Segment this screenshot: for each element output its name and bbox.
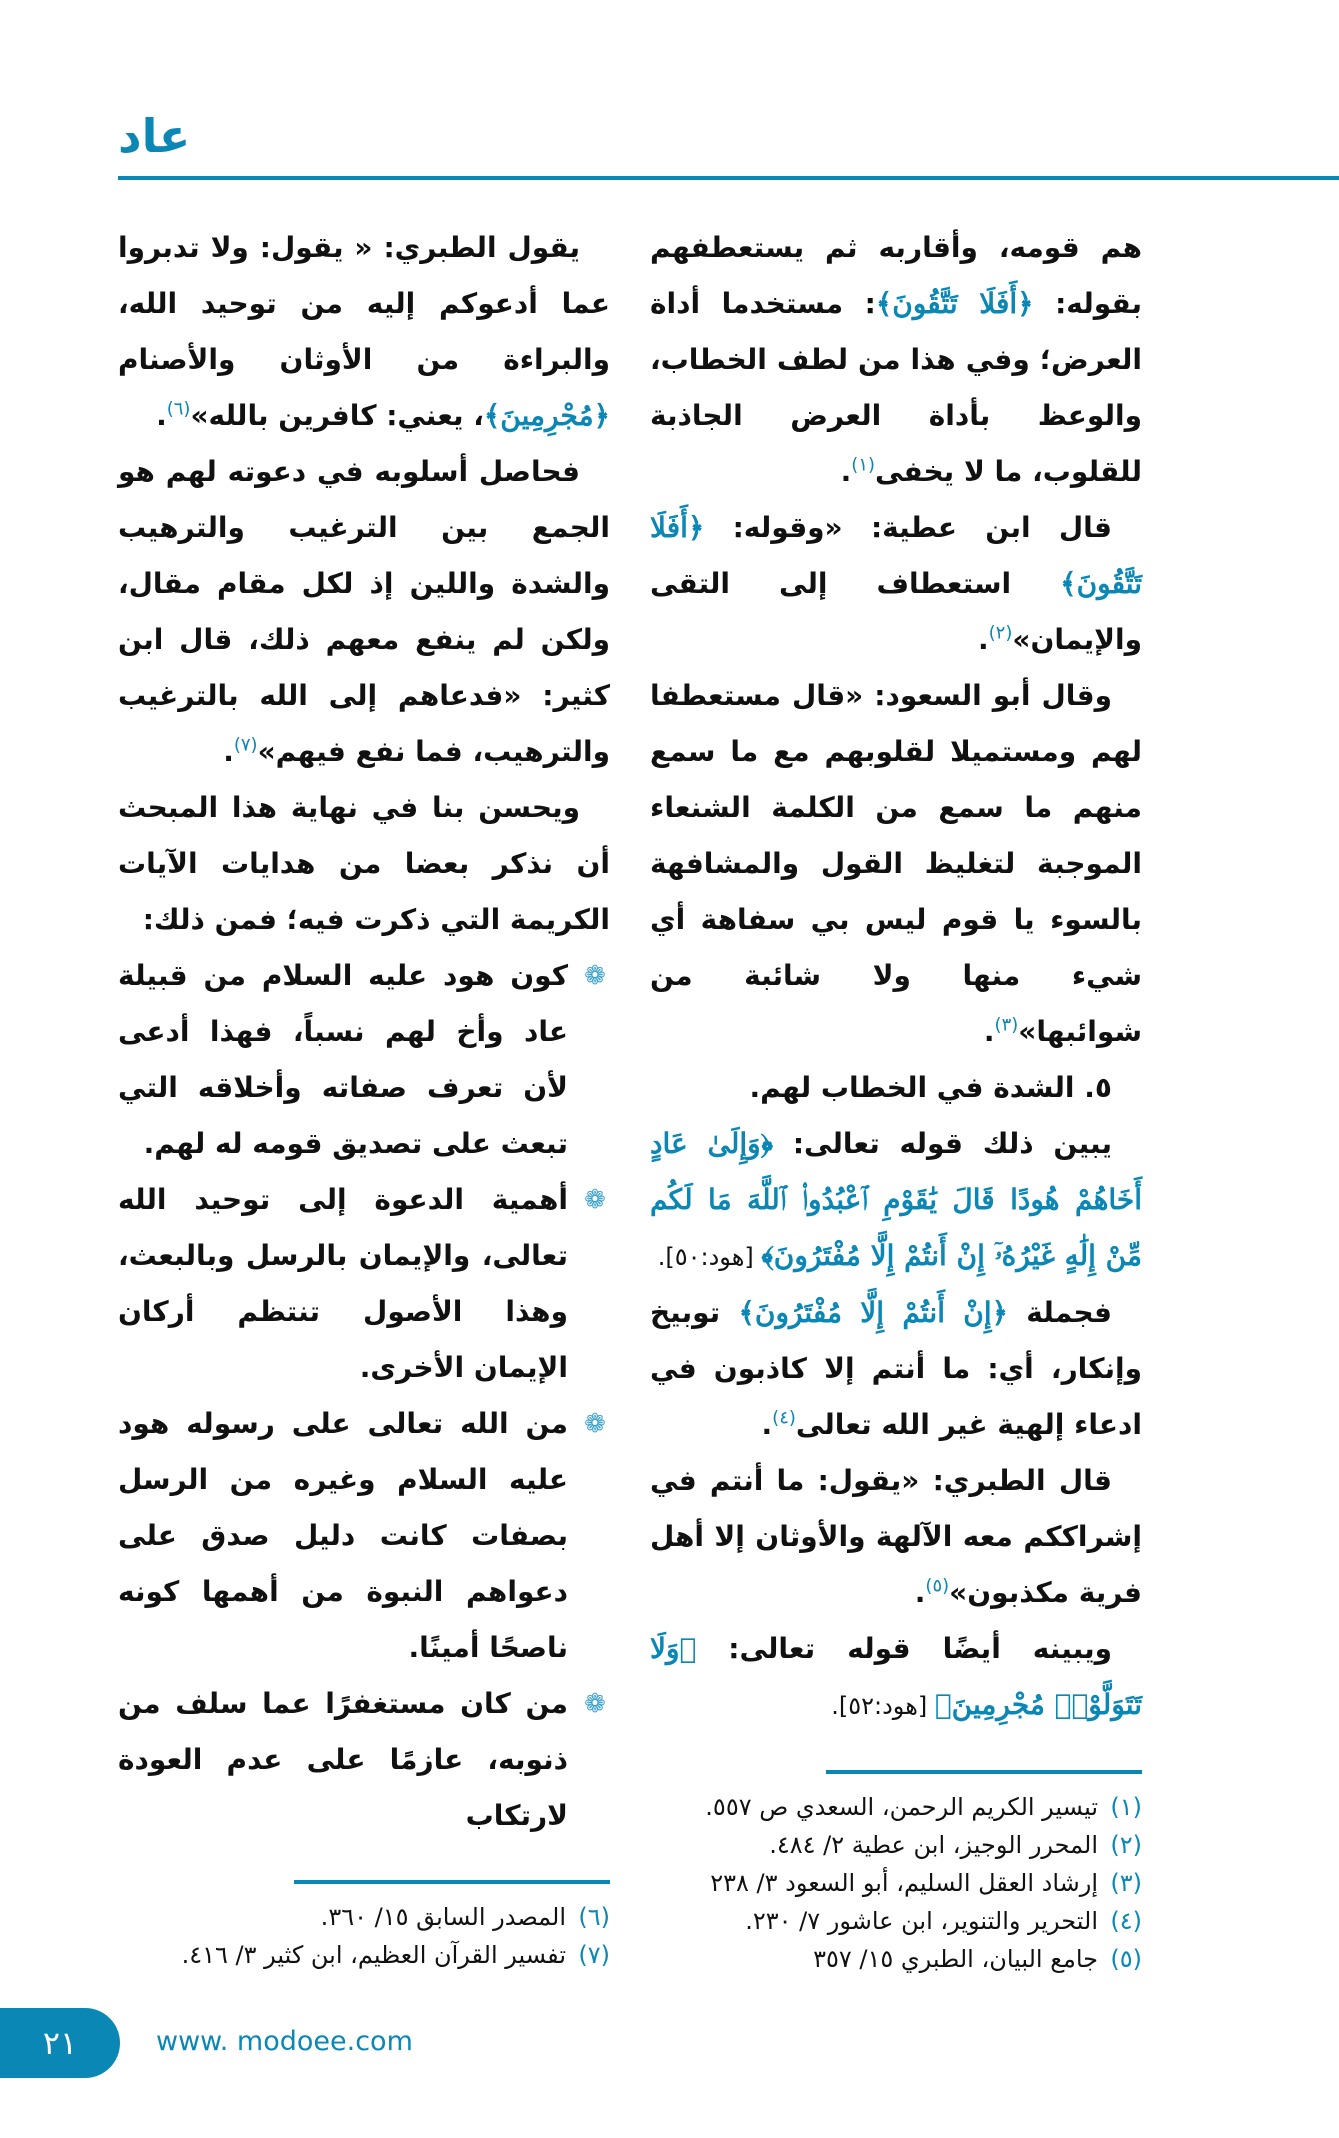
footnote [650, 1788, 1142, 1826]
flower-bullet-icon: ❁ [584, 1689, 606, 1719]
footnote-ref[interactable]: (٤) [772, 1407, 796, 1429]
text: . [761, 1408, 773, 1441]
footnote-ref[interactable]: (٦) [166, 398, 191, 420]
text: فحاصل أسلوبه في دعوته لهم هو الجمع بين الترغيب والترهيب والشدة واللين إذ لكل مقام مقال، ولكن لم ينفع معهم ذلك، قال ابن كثير: «فدعاهم إلى الله بالترغيب والترهيب، فما نفع فيهم» [118, 455, 610, 768]
page-footer [0, 2008, 1339, 2078]
text: فجملة [1008, 1296, 1112, 1329]
quran-verse: ﴿مُجْرِمِينَ﴾ [483, 399, 610, 432]
footnote-ref[interactable]: (٣) [994, 1014, 1019, 1036]
footnote [118, 1936, 610, 1974]
paragraph [650, 1116, 1142, 1285]
text: توبيخ وإنكار، أي: ما أنتم إلا كاذبون في ادعاء إلهية غير الله تعالى [650, 1296, 1142, 1441]
paragraph [650, 1285, 1142, 1453]
header-divider [118, 176, 1339, 180]
text: . [156, 399, 167, 432]
footnote-text: تيسير الكريم الرحمن، السعدي ص ٥٥٧. [705, 1793, 1098, 1821]
paragraph [118, 780, 610, 948]
footnote-number: (٦) [578, 1903, 610, 1931]
text: : مستخدما أداة العرض؛ وفي هذا من لطف الخطاب، والوعظ بأداة العرض الجاذبة للقلوب، ما لا يخفى [650, 287, 1142, 488]
paragraph [650, 500, 1142, 668]
text: ويحسن بنا في نهاية هذا المبحث أن نذكر بعضا من هدايات الآيات الكريمة التي ذكرت فيه؛ فمن ذلك: [118, 791, 610, 936]
footnotes-right-block [650, 1770, 1142, 1978]
list-item-text: كون هود عليه السلام من قبيلة عاد وأخ لهم نسباً، فهذا أدعى لأن تعرف صفاته وأخلاقه التي تبعث على تصديق قومه له لهم. [118, 959, 568, 1160]
footnote-text: تفسير القرآن العظيم، ابن كثير ٣/ ٤١٦. [181, 1941, 566, 1969]
verse-reference: [هود:٥٠]. [657, 1243, 762, 1271]
footnote-ref[interactable]: (١) [851, 454, 876, 476]
text: وقال أبو السعود: «قال مستعطفا لهم ومستميلا لقلوبهم مع ما سمع منهم ما سمع من الكلمة الشنعاء الموجبة لتغليظ القول والمشافهة بالسوء يا قوم ليس بي سفاهة أي شيء منها ولا شائبة من شوائبها» [650, 679, 1142, 1048]
footnotes-left [118, 1898, 610, 1974]
flower-bullet-icon: ❁ [584, 1409, 606, 1439]
paragraph [118, 444, 610, 780]
text: هم قومه، وأقاربه ثم يستعطفهم بقوله: [650, 231, 1142, 320]
paragraph [650, 220, 1142, 500]
website-link[interactable]: www. modoee.com [156, 2026, 413, 2057]
text: . [977, 623, 989, 656]
footnote-text: المصدر السابق ١٥/ ٣٦٠. [320, 1903, 566, 1931]
footnote-ref[interactable]: (٧) [233, 734, 258, 756]
text: . [914, 1576, 926, 1609]
footnote-text: جامع البيان، الطبري ١٥/ ٣٥٧ [813, 1945, 1098, 1973]
columns [118, 220, 1339, 1978]
footnote-text: التحرير والتنوير، ابن عاشور ٧/ ٢٣٠. [745, 1907, 1098, 1935]
page-number-badge [0, 2008, 120, 2078]
footnote [650, 1864, 1142, 1902]
chapter-title: عاد [118, 109, 191, 163]
footnote-text: إرشاد العقل السليم، أبو السعود ٣/ ٢٣٨ [710, 1869, 1098, 1897]
footnote-number: (٢) [1110, 1831, 1142, 1859]
footnote [650, 1826, 1142, 1864]
footnote-number: (٣) [1110, 1869, 1142, 1897]
footnote-number: (٤) [1110, 1907, 1142, 1935]
list-item [118, 1172, 610, 1396]
text: قال الطبري: «يقول: ما أنتم في إشراككم معه الآلهة والأوثان إلا أهل فرية مكذبون» [650, 1464, 1142, 1609]
list-item-text: من كان مستغفرًا عما سلف من ذنوبه، عازمًا على عدم العودة لارتكاب [118, 1687, 568, 1832]
text: يقول الطبري: « يقول: ولا تدبروا عما أدعوكم إليه من توحيد الله، والبراءة من الأوثان والأصنام [118, 231, 610, 376]
text: . [983, 1015, 995, 1048]
paragraph [650, 668, 1142, 1060]
quran-verse: ﴿إِنْ أَنتُمْ إِلَّا مُفْتَرُونَ﴾ [738, 1296, 1009, 1329]
text: ٥. الشدة في الخطاب لهم. [749, 1071, 1112, 1104]
paragraph [118, 220, 610, 444]
footnote-number: (٧) [578, 1941, 610, 1969]
footnote-number: (٥) [1110, 1945, 1142, 1973]
footnote [650, 1902, 1142, 1940]
footnotes-right [650, 1788, 1142, 1978]
footnotes-left-block [118, 1880, 610, 1974]
footnote [650, 1940, 1142, 1978]
verse-reference: [هود:٥٢]. [831, 1692, 935, 1720]
flower-bullet-icon: ❁ [584, 961, 606, 991]
quran-verse: ﴿وَلَا تَتَوَلَّوْا۟ مُجْرِمِينَ﴾ [650, 1632, 1142, 1721]
text: ويبينه أيضًا قوله تعالى: [696, 1632, 1112, 1665]
text: ، يعني: كافرين بالله» [190, 399, 484, 432]
footnote-ref[interactable]: (٢) [988, 622, 1013, 644]
text: استعطاف إلى التقى والإيمان» [650, 567, 1142, 656]
paragraph [650, 1060, 1142, 1116]
footnote [118, 1898, 610, 1936]
text: . [840, 455, 852, 488]
text: . [223, 735, 234, 768]
list-item-text: أهمية الدعوة إلى توحيد الله تعالى، والإيمان بالرسل وبالبعث، وهذا الأصول تنتظم أركان الإيمان الأخرى. [118, 1183, 568, 1384]
text: قال ابن عطية: «وقوله: [704, 511, 1112, 544]
paragraph [650, 1453, 1142, 1621]
quran-verse: ﴿أَفَلَا تَتَّقُونَ﴾ [650, 511, 1142, 600]
quran-verse: ﴿وَإِلَىٰ عَادٍ أَخَاهُمْ هُودًا قَالَ يَٰقَوْمِ ٱعْبُدُوا۟ ٱللَّهَ مَا لَكُم مِّنْ إِلَٰهٍ غَيْرُهُۥٓ إِنْ أَنتُمْ إِلَّا مُفْتَرُونَ﴾ [650, 1127, 1142, 1272]
list-item [118, 948, 610, 1172]
page-number: ٢١ [42, 2024, 78, 2062]
footnote-divider-right [826, 1770, 1142, 1774]
page-header [0, 0, 1339, 168]
guidance-list [118, 948, 610, 1844]
footnote-divider-left [294, 1880, 610, 1884]
quran-verse: ﴿أَفَلَا تَتَّقُونَ﴾ [875, 287, 1034, 320]
left-column [118, 220, 610, 1974]
footnote-text: المحرر الوجيز، ابن عطية ٢/ ٤٨٤. [769, 1831, 1098, 1859]
list-item-text: من الله تعالى على رسوله هود عليه السلام وغيره من الرسل بصفات كانت دليل صدق على دعواهم النبوة من أهمها كونه ناصحًا أمينًا. [118, 1407, 568, 1664]
footnote-number: (١) [1110, 1793, 1142, 1821]
paragraph [650, 1621, 1142, 1734]
list-item [118, 1676, 610, 1844]
right-column [650, 220, 1142, 1978]
footnote-ref[interactable]: (٥) [925, 1575, 950, 1597]
flower-bullet-icon: ❁ [584, 1185, 606, 1215]
list-item [118, 1396, 610, 1676]
text: يبين ذلك قوله تعالى: [773, 1127, 1112, 1160]
